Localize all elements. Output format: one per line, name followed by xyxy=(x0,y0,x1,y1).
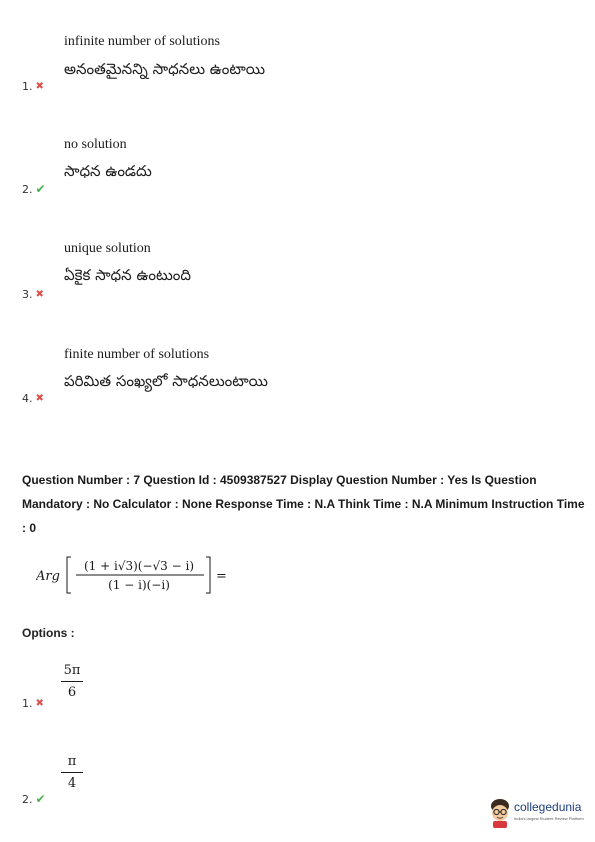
option-3-label xyxy=(22,288,44,301)
fraction-numerator: π xyxy=(67,754,77,769)
answer-option-2-label xyxy=(22,792,46,806)
option-1-english: infinite number of solutions xyxy=(64,34,220,49)
option-number: 1. xyxy=(22,80,33,93)
option-1-fraction xyxy=(60,663,84,700)
option-4-label xyxy=(22,392,44,405)
option-number: 2. xyxy=(22,182,33,196)
options-heading: Options : xyxy=(22,626,75,640)
option-2-label xyxy=(22,182,46,196)
fraction-numerator: 5π xyxy=(63,663,81,678)
fraction-denominator: 6 xyxy=(67,685,77,700)
answer-option-1-label xyxy=(22,697,44,710)
option-3-telugu: ఏకైక సాధన ఉంటుంది xyxy=(64,266,191,284)
formula-denominator: (1 − i)(−i) xyxy=(108,578,170,592)
option-number: 2. xyxy=(22,792,33,806)
formula-numerator: (1 + i√3)(−√3 − i) xyxy=(83,559,195,573)
option-number: 1. xyxy=(22,697,33,710)
option-4-telugu: పరిమిత సంఖ్యలో సాధనలుంటాయి xyxy=(64,372,268,390)
right-bracket xyxy=(206,557,210,593)
mascot-icon xyxy=(488,796,512,828)
left-bracket xyxy=(67,557,71,593)
check-icon: ✔ xyxy=(35,182,46,196)
option-number: 4. xyxy=(22,392,33,405)
option-2-fraction xyxy=(60,754,84,791)
option-4-english: finite number of solutions xyxy=(64,347,210,362)
fraction-denominator: 4 xyxy=(67,776,77,791)
check-icon: ✔ xyxy=(35,792,46,806)
option-2-english: no solution xyxy=(64,137,127,152)
option-number: 3. xyxy=(22,288,33,301)
collegedunia-logo xyxy=(488,796,588,832)
formula-prefix: Arg xyxy=(36,569,60,584)
logo-brand: collegedunia xyxy=(514,800,582,814)
cross-icon: ✖ xyxy=(35,81,44,92)
option-2-telugu: సాధన ఉండదు xyxy=(64,162,152,180)
logo-tagline: India's largest Student Review Platform xyxy=(514,816,584,821)
question-meta: Question Number : 7 Question Id : 4509387527 Display Question Number : Yes Is Question Mandatory : No Calculator : None Response Time : N.A Think Time : N.A Minimum Instruction Time : 0 xyxy=(22,473,585,535)
formula-suffix: = xyxy=(216,569,227,584)
option-3-english: unique solution xyxy=(64,241,151,256)
question-formula xyxy=(36,555,236,595)
cross-icon: ✖ xyxy=(35,393,44,404)
cross-icon: ✖ xyxy=(35,698,44,709)
option-1-label xyxy=(22,80,44,93)
cross-icon: ✖ xyxy=(35,289,44,300)
option-1-telugu: అనంతమైనన్ని సాధనలు ఉంటాయి xyxy=(64,60,266,78)
